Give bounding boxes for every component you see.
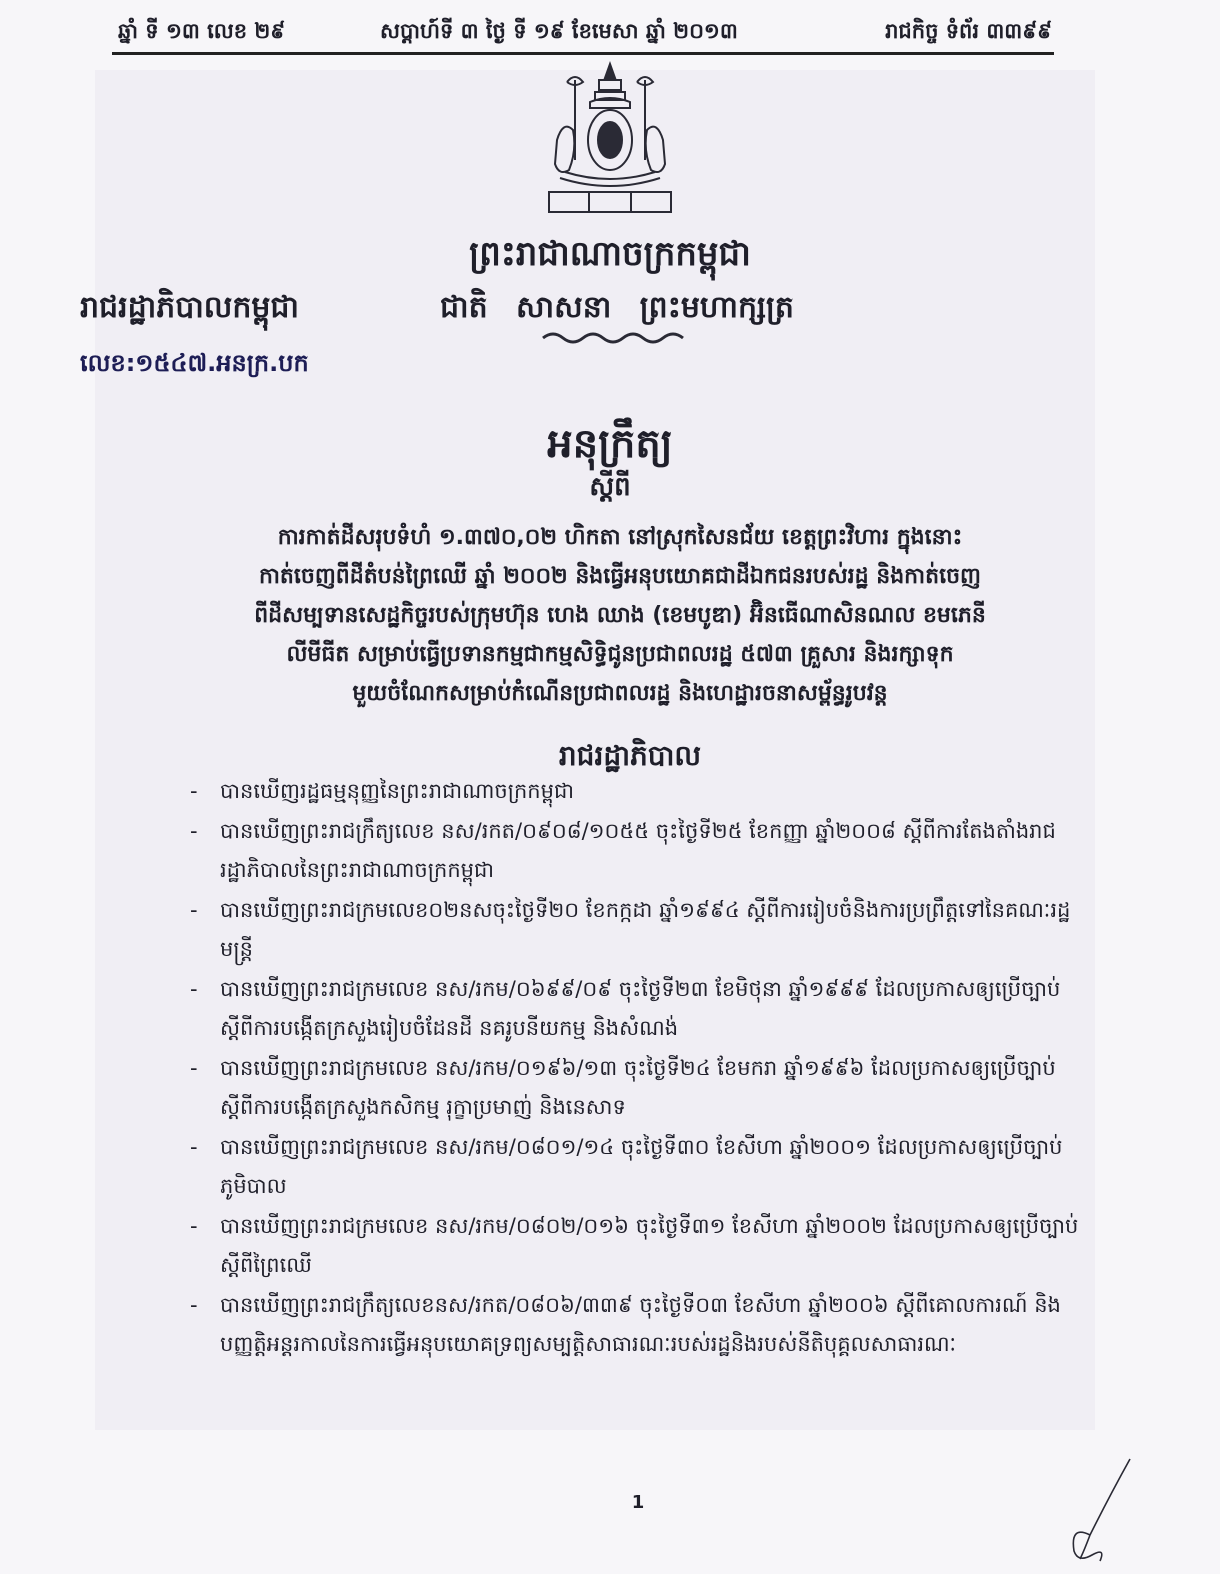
recital-item [190, 812, 1090, 891]
recital-text: បានឃើញព្រះរាជក្រឹត្យលេខនស/រកត/០៨០៦/៣៣៩ ចុះថ្ងៃទី០៣ ខែសីហា ឆ្នាំ២០០៦ ស្តីពីគោលការណ៍ និងបញ្ញត្តិអន្តរកាលនៃការធ្វើអនុបយោគទ្រព្យសម្បត្តិសាធារណៈរបស់រដ្ឋនិងរបស់នីតិបុគ្គលសាធារណៈ [220, 1292, 1061, 1356]
recital-item [190, 1286, 1090, 1365]
about-label: ស្តីពី [589, 472, 631, 502]
recital-dash: - [190, 1213, 198, 1238]
header-rule [112, 52, 1054, 55]
recital-text: បានឃើញរដ្ឋធម្មនុញ្ញនៃព្រះរាជាណាចក្រកម្ពុជា [220, 779, 574, 803]
reference-number: លេខ:១៥៤៧.អនក្រ.បក [80, 349, 309, 377]
kingdom-title: ព្រះរាជាណាចក្រកម្ពុជា [469, 234, 751, 274]
recital-text: បានឃើញព្រះរាជក្រមលេខ០២នសចុះថ្ងៃទី២០ ខែកក្កដា ឆ្នាំ១៩៩៤ ស្តីពីការរៀបចំនិងការប្រព្រឹត្តទៅនៃគណៈរដ្ឋមន្ត្រី [220, 897, 1071, 961]
page-number: 1 [631, 1492, 645, 1513]
national-motto: ជាតិ សាសនា ព្រះមហាក្សត្រ [440, 290, 794, 325]
recital-dash: - [190, 1055, 198, 1080]
gazette-date: សប្តាហ៍ទី ៣ ថ្ងៃ ទី ១៩ ខែមេសា ឆ្នាំ ២០១៣ [380, 19, 738, 43]
recital-item [190, 1049, 1090, 1128]
recital-dash: - [190, 779, 198, 803]
government-heading: រាជរដ្ឋាភិបាល [558, 739, 702, 772]
recital-dash: - [190, 1292, 198, 1317]
subject-line: មួយចំណែកសម្រាប់កំណើនប្រជាពលរដ្ឋ និងហេដ្ឋារចនាសម្ព័ន្ធរូបវន្ត [352, 681, 888, 706]
recital-text: បានឃើញព្រះរាជក្រមលេខ នស/រកម/០១៩៦/១៣ ចុះថ្ងៃទី២៤ ខែមករា ឆ្នាំ១៩៩៦ ដែលប្រកាសឲ្យប្រើច្បាប់ ស្តីពីការបង្កើតក្រសួងកសិកម្ម រុក្ខាប្រមាញ់ និងនេសាទ [220, 1055, 1056, 1119]
gazette-page: រាជកិច្ច ទំព័រ ៣៣៩៩ [885, 19, 1052, 43]
government-name: រាជរដ្ឋាភិបាលកម្ពុជា [80, 290, 299, 325]
subject-line: កាត់ចេញពីដីតំបន់ព្រៃឈើ ឆ្នាំ ២០០២ និងធ្វើអនុបយោគជាដីឯកជនរបស់រដ្ឋ និងកាត់ចេញ [258, 564, 981, 589]
recital-item [190, 891, 1090, 970]
ornament-divider-icon [535, 328, 695, 348]
recitals-list [190, 772, 1090, 1365]
recital-item [190, 1207, 1090, 1286]
recital-item [190, 970, 1090, 1049]
recital-item [190, 772, 1090, 812]
gazette-year-issue: ឆ្នាំ ទី ១៣ លេខ ២៩ [118, 19, 286, 43]
recital-dash: - [190, 976, 198, 1001]
recital-item [190, 1128, 1090, 1207]
subject-line: ការកាត់ដីសរុបទំហំ ១.៣៧០,០២ ហិកតា នៅស្រុកសៃនជ័យ ខេត្តព្រះវិហារ ក្នុងនោះ [277, 525, 963, 550]
gazette-header [112, 14, 1054, 52]
recital-dash: - [190, 1134, 198, 1159]
recital-text: បានឃើញព្រះរាជក្រមលេខ នស/រកម/០៦៩៩/០៩ ចុះថ្ងៃទី២៣ ខែមិថុនា ឆ្នាំ១៩៩៩ ដែលប្រកាសឲ្យប្រើច្បាប់ស្តីពីការបង្កើតក្រសួងរៀបចំដែនដី នគរូបនីយកម្ម និងសំណង់ [220, 976, 1061, 1040]
recital-text: បានឃើញព្រះរាជក្រមលេខ នស/រកម/០៨០២/០១៦ ចុះថ្ងៃទី៣១ ខែសីហា ឆ្នាំ២០០២ ដែលប្រកាសឲ្យប្រើច្បាប់ស្តីពីព្រៃឈើ [220, 1213, 1079, 1277]
signature-icon [1060, 1455, 1140, 1565]
recital-text: បានឃើញព្រះរាជក្រឹត្យលេខ នស/រកត/០៩០៨/១០៥៥ ចុះថ្ងៃទី២៥ ខែកញ្ញា ឆ្នាំ២០០៨ ស្តីពីការតែងតាំងរាជរដ្ឋាភិបាលនៃព្រះរាជាណាចក្រកម្ពុជា [220, 818, 1056, 882]
recital-dash: - [190, 818, 198, 843]
subject-block [170, 518, 1070, 713]
subject-line: លីមីធីត សម្រាប់ធ្វើប្រទានកម្មជាកម្មសិទ្ធិជូនប្រជាពលរដ្ឋ ៥៧៣ គ្រួសារ និងរក្សាទុក [286, 642, 954, 667]
document-title: អនុក្រឹត្យ [547, 421, 673, 467]
subject-line: ពីដីសម្បទានសេដ្ឋកិច្ចរបស់ក្រុមហ៊ុន ហេង ឈាង (ខេមបូឌា) អ៊ិនធើណាសិនណល ខមភេនី [254, 603, 986, 628]
recital-dash: - [190, 897, 198, 922]
royal-emblem-icon [535, 60, 685, 220]
recital-text: បានឃើញព្រះរាជក្រមលេខ នស/រកម/០៨០១/១៤ ចុះថ្ងៃទី៣០ ខែសីហា ឆ្នាំ២០០១ ដែលប្រកាសឲ្យប្រើច្បាប់ភូមិបាល [220, 1134, 1063, 1198]
